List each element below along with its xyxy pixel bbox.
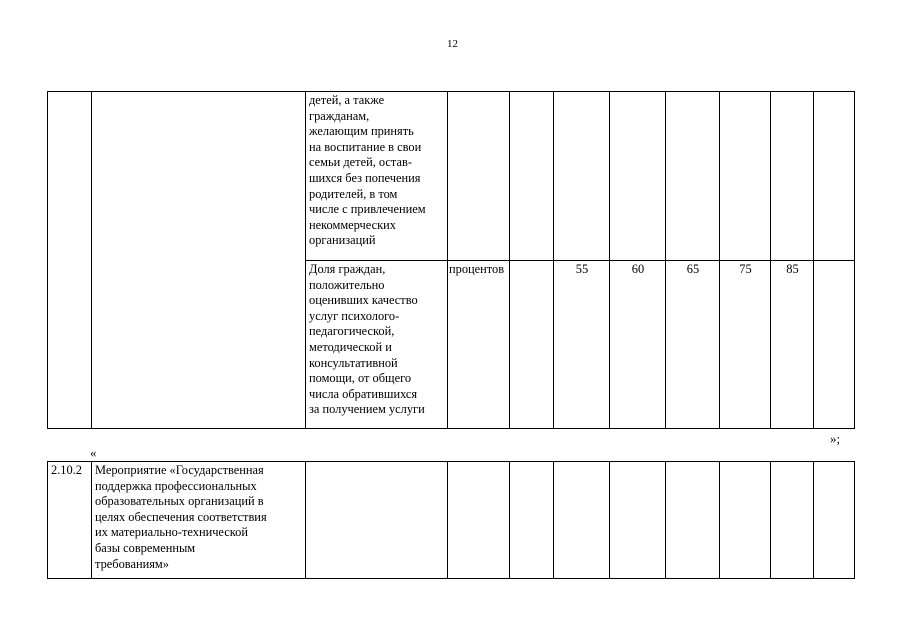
value-cell: 60: [610, 261, 666, 429]
value-cell: [814, 462, 855, 579]
value-cell: 65: [666, 261, 720, 429]
value-cell: [771, 92, 814, 261]
event-table: [47, 461, 855, 579]
value-cell: 75: [720, 261, 771, 429]
indicators-table: [47, 91, 855, 429]
value-cell: [814, 261, 855, 429]
unit-cell: процентов: [448, 261, 510, 429]
value-cell: [771, 462, 814, 579]
value-cell: [554, 462, 610, 579]
value-cell: [814, 92, 855, 261]
event-cell: [92, 92, 306, 429]
value-cell: 55: [554, 261, 610, 429]
indicator-text: Доля граждан, положительно оценивших качество услуг психолого- педагогической, методической и консультативной помощи, от общего числа обратившихся за получением услуги: [309, 262, 425, 417]
unit-cell: [448, 462, 510, 579]
value-cell: [610, 462, 666, 579]
value-cell: 85: [771, 261, 814, 429]
event-text: Мероприятие «Государственная поддержка профессиональных образовательных организаций в целях обеспечения соответствия их материально-технической базы современным требованиям»: [95, 463, 267, 571]
table-row: [48, 462, 855, 579]
value-cell: [510, 92, 554, 261]
indicator-cell: [306, 92, 448, 261]
indicator-text: детей, а также гражданам, желающим принять на воспитание в свои семьи детей, остав- шихся без попечения родителей, в том числе с привлечением некоммерческих организаций: [309, 93, 426, 248]
unit-cell: [448, 92, 510, 261]
closing-quote: »;: [830, 431, 841, 446]
value-cell: [666, 462, 720, 579]
value-cell: [510, 462, 554, 579]
event-cell: [92, 462, 306, 579]
value-cell: [720, 92, 771, 261]
table-row: [48, 92, 855, 261]
code-cell: [48, 92, 92, 429]
indicator-cell: [306, 261, 448, 429]
value-cell: [510, 261, 554, 429]
opening-quote: «: [90, 445, 97, 460]
code-cell: 2.10.2: [48, 462, 92, 579]
page-number: 12: [447, 38, 458, 50]
value-cell: [554, 92, 610, 261]
value-cell: [720, 462, 771, 579]
value-cell: [666, 92, 720, 261]
value-cell: [610, 92, 666, 261]
indicator-cell: [306, 462, 448, 579]
